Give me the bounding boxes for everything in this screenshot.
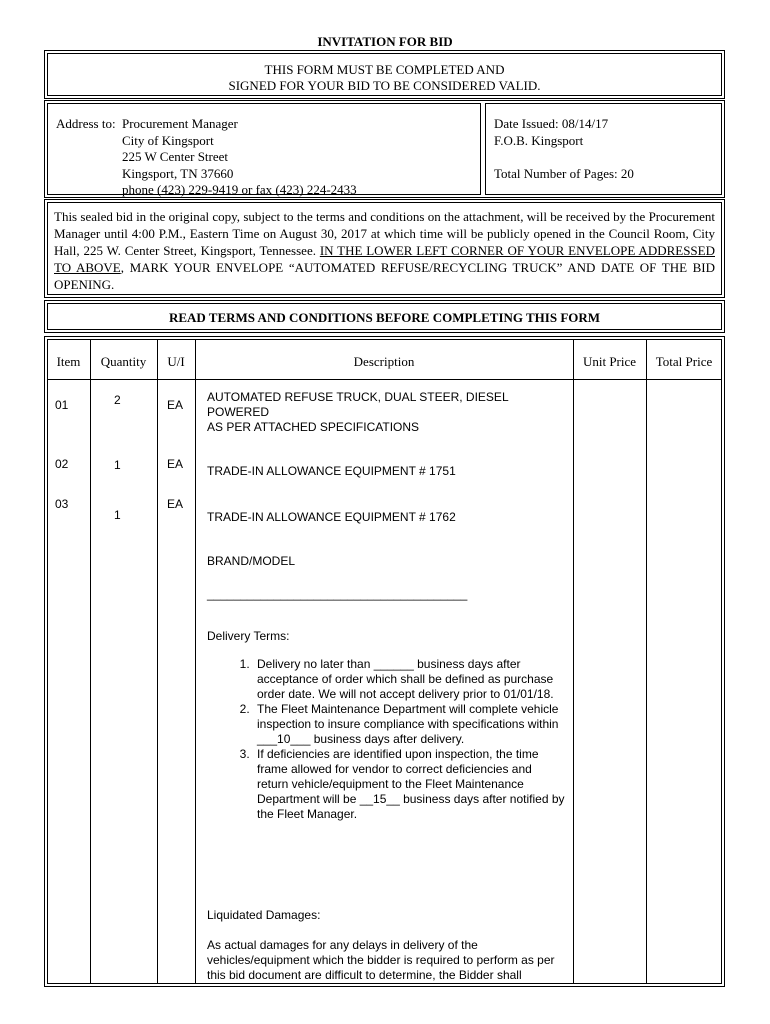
read-terms-box [44,300,725,333]
underlined-instruction: IN THE LOWER LEFT CORNER OF YOUR ENVELOPE ADDRESSED TO ABOVE [54,243,715,275]
row-quantity: 1 [114,508,121,522]
address-line: 225 W Center Street [122,149,229,164]
address-info-box [44,100,725,198]
total-pages: Total Number of Pages: 20 [494,165,634,181]
delivery-term: 3. If deficiencies are identified upon inspection, the time frame allowed for vendor to correct deficiencies and return vehicle/equipment to the Fleet Maintenance Department will be __15__ business days after notified by the Fleet Manager. [253,747,565,822]
address-block [47,103,481,195]
info-block [485,103,722,195]
row-item: 01 [55,398,69,412]
fob: F.O.B. Kingsport [494,132,584,148]
bid-items-table [44,336,725,987]
header-quantity: Quantity [100,354,147,369]
document-title: INVITATION FOR BID [317,34,453,49]
description-item-03: TRADE-IN ALLOWANCE EQUIPMENT # 1762 [207,510,456,524]
delivery-terms-list [207,657,565,822]
description-item-02: TRADE-IN ALLOWANCE EQUIPMENT # 1751 [207,464,456,478]
address-line: City of Kingsport [122,132,214,148]
header-ui: U/I [167,354,185,369]
header-item: Item [56,354,81,369]
instructions-paragraph: This sealed bid in the original copy, subject to the terms and conditions on the attachment, will be received by the Procurement Manager until 4:00 P.M., Eastern Time on August 30, 2017 at which time will be publicly opened in the Council Room, City Hall, 225 W. Center Street, Kingsport, Tennessee. IN THE LOWER LEFT CORNER OF YOUR ENVELOPE ADDRESSED TO ABOVE, MARK YOUR ENVELOPE “AUTOMATED REFUSE/RECYCLING TRUCK” AND DATE OF THE BID OPENING. [54,209,715,292]
row-ui: EA [167,497,184,511]
date-issued: Date Issued: 08/14/17 [494,116,609,131]
liquidated-damages-heading: Liquidated Damages: [207,908,321,922]
header-unit-price: Unit Price [582,354,637,369]
brand-model-blank-line: _______________________________________ [207,587,468,601]
row-quantity: 2 [114,393,121,407]
instructions-box [44,199,725,298]
row-quantity: 1 [114,458,121,472]
notice-box [44,50,725,99]
delivery-terms-heading: Delivery Terms: [207,629,290,643]
notice-line-1: THIS FORM MUST BE COMPLETED AND [264,62,505,77]
liquidated-damages-text: As actual damages for any delays in delivery of the vehicles/equipment which the bidder is required to perform as per this bid document are difficult to determine, the Bidder shall [207,938,555,982]
address-line: Kingsport, TN 37660 [122,165,234,181]
address-label: Address to: [56,116,116,131]
read-terms-heading: READ TERMS AND CONDITIONS BEFORE COMPLETING THIS FORM [168,310,601,325]
row-item: 02 [55,457,69,471]
description-item-01: AUTOMATED REFUSE TRUCK, DUAL STEER, DIESEL POWERED AS PER ATTACHED SPECIFICATIONS [207,390,509,434]
row-ui: EA [167,457,184,471]
brand-model-label: BRAND/MODEL [207,554,296,568]
address-line: phone (423) 229-9419 or fax (423) 224-2433 [122,182,357,197]
delivery-term: 2. The Fleet Maintenance Department will complete vehicle inspection to insure compliance with specifications within ___10___ business days after delivery. [253,702,565,747]
row-ui: EA [167,398,184,412]
delivery-term: 1. Delivery no later than ______ business days after acceptance of order which shall be defined as purchase order date. We will not accept delivery prior to 01/01/18. [253,657,565,702]
header-total-price: Total Price [655,354,713,369]
address-line: Procurement Manager [122,116,238,131]
notice-line-2: SIGNED FOR YOUR BID TO BE CONSIDERED VALID. [228,78,541,93]
header-description: Description [353,354,415,369]
row-item: 03 [55,497,69,511]
